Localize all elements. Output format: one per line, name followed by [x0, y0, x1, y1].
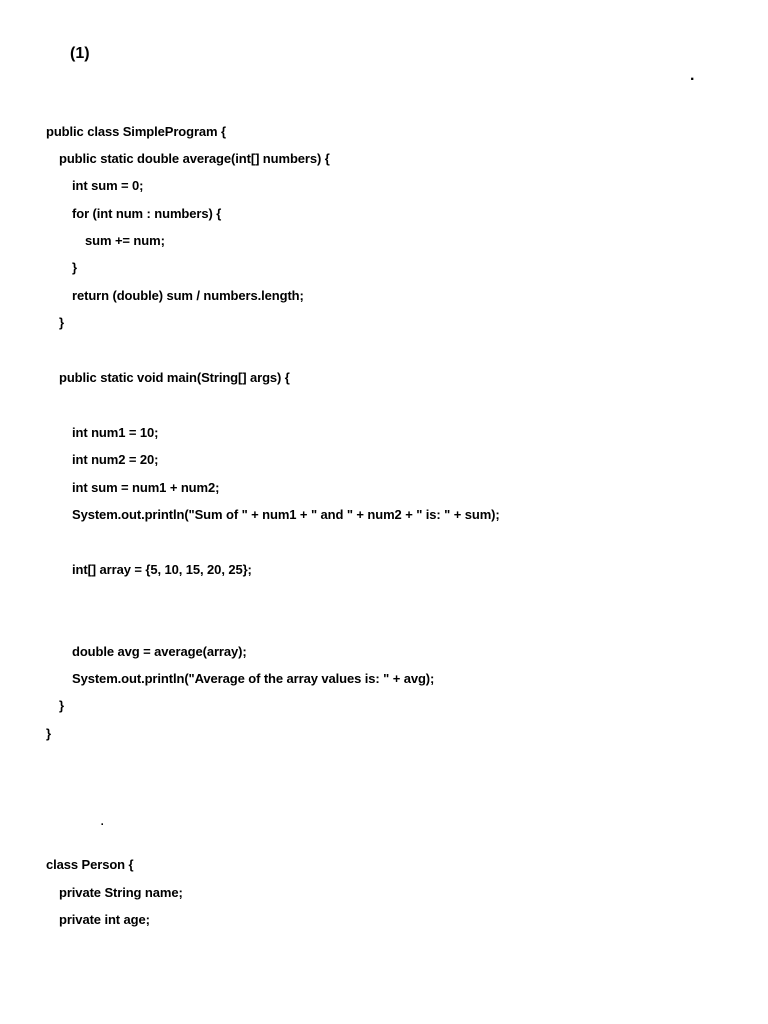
code-line: private int age;: [59, 912, 150, 927]
code-line: public static void main(String[] args) {: [59, 370, 290, 385]
code-line: int num2 = 20;: [72, 452, 159, 467]
code-line: sum += num;: [85, 233, 165, 248]
code-line: int num1 = 10;: [72, 425, 159, 440]
code-line: System.out.println("Average of the array values is: " + avg);: [72, 671, 435, 686]
code-line: class Person {: [46, 857, 134, 872]
code-line: private String name;: [59, 885, 183, 900]
code-line: System.out.println("Sum of " + num1 + " and " + num2 + " is: " + sum);: [72, 507, 500, 522]
code-line: int sum = num1 + num2;: [72, 480, 220, 495]
code-line: double avg = average(array);: [72, 644, 247, 659]
code-line: int[] array = {5, 10, 15, 20, 25};: [72, 562, 252, 577]
code-line: }: [59, 698, 64, 713]
code-line: return (double) sum / numbers.length;: [72, 288, 304, 303]
code-line: int sum = 0;: [72, 178, 144, 193]
code-line: for (int num : numbers) {: [72, 206, 222, 221]
code-line: }: [72, 260, 77, 275]
code-line: }: [59, 315, 64, 330]
section-heading: (1): [70, 45, 90, 62]
stray-dot-middle: .: [100, 812, 105, 829]
stray-dot-top: .: [690, 67, 695, 84]
code-line: public static double average(int[] numbers) {: [59, 151, 330, 166]
code-line: public class SimpleProgram {: [46, 124, 226, 139]
code-line: }: [46, 726, 51, 741]
